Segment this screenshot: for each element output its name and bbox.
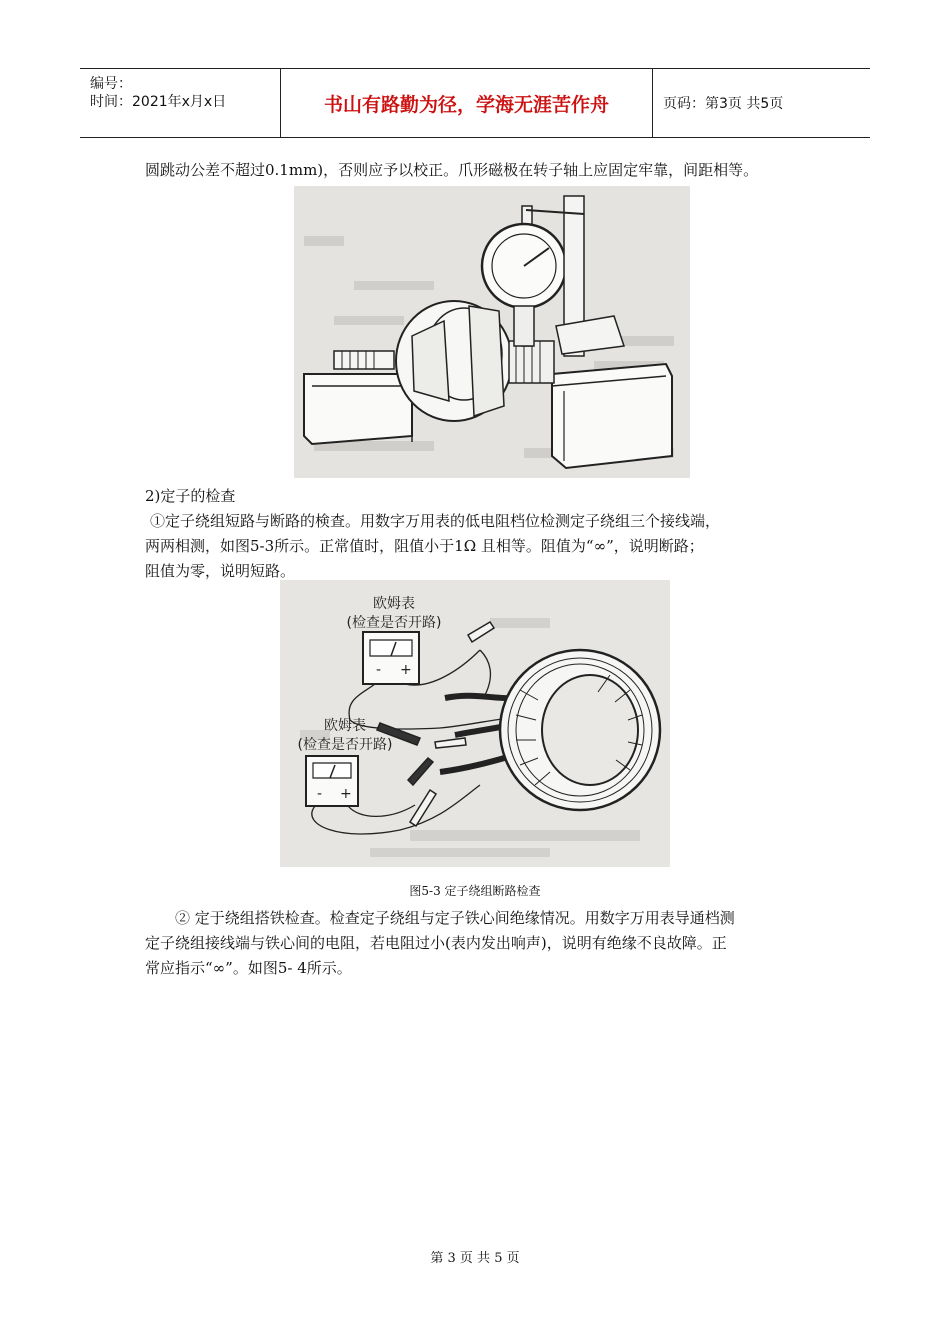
paragraph-3	[145, 906, 825, 981]
ohmmeter-icon	[306, 756, 358, 806]
paragraph-text: 阻值为零，说明短路。	[145, 562, 296, 580]
figure-caption: 图5-3 定子绕组断路检查	[409, 884, 541, 898]
paragraph-text: 常应指示“∞”。如图5- 4所示。	[145, 959, 352, 977]
paragraph-text: 两两相测，如图5-3所示。正常值时，阻值小于1Ω 且相等。阻值为“∞”，说明断路；	[145, 537, 704, 555]
bottom-meter-sublabel: (检查是否开路)	[297, 737, 393, 753]
section-heading: 2)定子的检查	[145, 487, 236, 505]
section-2	[145, 484, 825, 584]
plus-terminal: +	[340, 786, 352, 802]
header-motto: 书山有路勤为径，学海无涯苦作舟	[323, 93, 609, 116]
paragraph-text: ② 定于绕组搭铁检查。检查定子绕组与定子铁心间绝缘情况。用数字万用表导通档测	[175, 909, 735, 927]
number-label: 编号：	[90, 76, 132, 92]
top-meter-label: 欧姆表	[373, 596, 415, 612]
paragraph-text: 圆跳动公差不超过0.1mm)，否则应予以校正。爪形磁极在转子轴上应固定牢靠，间距相等。	[145, 161, 759, 179]
paragraph-text: 定子绕组接线端与铁心间的电阻，若电阻过小(表内发出响声)，说明有绝缘不良故障。正	[145, 934, 727, 952]
paragraph-1	[145, 158, 825, 183]
ohmmeter-icon	[363, 632, 419, 684]
minus-terminal: -	[317, 786, 323, 802]
minus-terminal: -	[376, 662, 382, 678]
top-meter-sublabel: (检查是否开路)	[346, 615, 442, 631]
bottom-meter-label: 欧姆表	[324, 718, 366, 734]
date-label: 时间：2021年x月x日	[90, 94, 227, 110]
plus-terminal: +	[400, 662, 412, 678]
page-footer: 第 3 页 共 5 页	[430, 1251, 520, 1266]
rotor-runout-figure	[294, 186, 690, 478]
paragraph-text: ①定子绕组短路与断路的検查。用数字万用表的低电阻档位检测定子绕组三个接线端，	[150, 512, 721, 530]
header-info-cell	[80, 69, 280, 137]
stator-check-figure	[280, 580, 670, 867]
document-header	[80, 68, 870, 138]
header-page-label: 页码：第3页 共5页	[663, 96, 784, 112]
